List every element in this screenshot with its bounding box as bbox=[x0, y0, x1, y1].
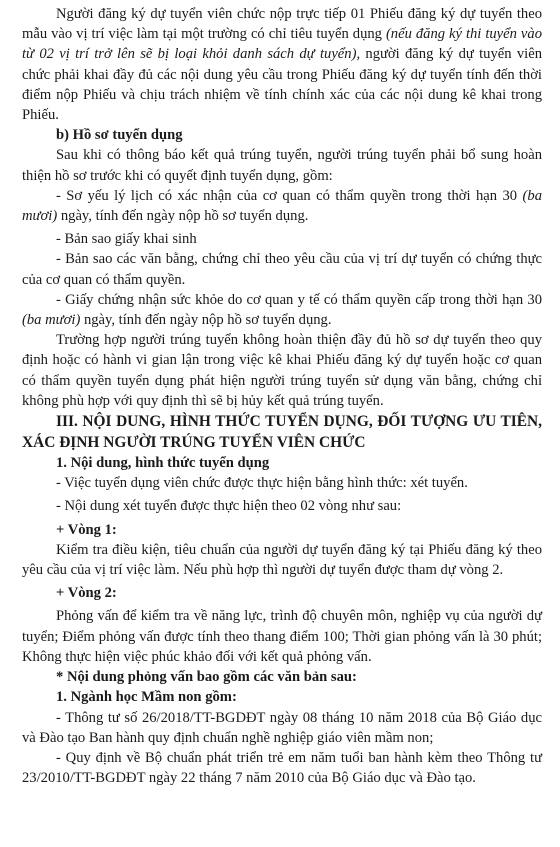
intro-italic-note: (nếu đăng ký thi tuyển vào từ 02 vị trí trở lên sẽ bị loại khỏi danh sách dự tuyển) bbox=[22, 26, 542, 63]
section-b-item-1 bbox=[22, 186, 542, 226]
section-iii-line-2: - Nội dung xét tuyển được thực hiện theo 02 vòng như sau: bbox=[56, 498, 402, 515]
section-b-item-3: - Bản sao các văn bằng, chứng chỉ theo yêu cầu của vị trí dự tuyển có chứng thực của cơ quan có thẩm quyền. bbox=[22, 251, 542, 288]
item-1-text-b: ngày, tính đến ngày nộp hồ sơ tuyển dụng. bbox=[57, 208, 309, 225]
round-2-heading: + Vòng 2: bbox=[56, 585, 117, 602]
major-1-item-2: - Quy định về Bộ chuẩn phát triển trẻ em năm tuổi ban hành kèm theo Thông tư 23/2010/TT-BGDĐT ngày 22 tháng 7 năm 2010 của Bộ Giáo dục và Đào tạo. bbox=[22, 749, 542, 787]
section-b-closing: Trường hợp người trúng tuyển không hoàn thiện đầy đủ hồ sơ dự tuyển theo quy định hoặc có hành vi gian lận trong việc kê khai Phiếu đăng ký dự tuyển hoặc cơ quan có thẩm quyền tuyển dụng phát hiện người trúng tuyển sử dụng văn bằng, chứng chỉ không phù hợp với quy định thì sẽ bị hủy kết quả trúng tuyển. bbox=[22, 332, 542, 409]
item-4-italic: (ba mươi) bbox=[22, 312, 81, 329]
section-iii-heading: III. NỘI DUNG, HÌNH THỨC TUYỂN DỤNG, ĐỐI TƯỢNG ƯU TIÊN, XÁC ĐỊNH NGƯỜI TRÚNG TUYỂN VIÊN CHỨC bbox=[22, 413, 542, 452]
major-1-item-1: - Thông tư số 26/2018/TT-BGDĐT ngày 08 tháng 10 năm 2018 của Bộ Giáo dục và Đào tạo Ban hành quy định chuẩn nghề nghiệp giáo viên mầm non; bbox=[22, 709, 542, 746]
round-1-text: Kiểm tra điều kiện, tiêu chuẩn của người dự tuyển đăng ký tại Phiếu đăng ký theo yêu cầu của vị trí việc làm. Nếu phù hợp thì người dự tuyển được tham dự vòng 2. bbox=[22, 541, 542, 579]
major-1-heading: 1. Ngành học Mầm non gồm: bbox=[56, 689, 237, 706]
item-4-text-a: - Giấy chứng nhận sức khỏe do cơ quan y tế có thẩm quyền cấp trong thời hạn 30 bbox=[56, 291, 542, 308]
section-b-item-2: - Bản sao giấy khai sinh bbox=[56, 231, 197, 248]
section-b-item-4 bbox=[22, 290, 542, 330]
item-4-text-b: ngày, tính đến ngày nộp hồ sơ tuyển dụng. bbox=[80, 312, 332, 329]
item-1-italic: (ba mươi) bbox=[22, 187, 542, 225]
intro-text-2: , người đăng ký dự tuyển viên chức phải khai đầy đủ các nội dung yêu cầu trong Phiếu đăng ký dự tuyển tính đến thời điểm nộp Phiếu và chịu trách nhiệm về tính chính xác của các nội dung kê khai trong Phiếu. bbox=[22, 46, 542, 124]
item-1-text-a: - Sơ yếu lý lịch có xác nhận của cơ quan có thẩm quyền trong thời hạn 30 bbox=[56, 187, 523, 204]
intro-text-1: Người đăng ký dự tuyển viên chức nộp trực tiếp 01 Phiếu đăng ký dự tuyển theo mẫu vào vị trí việc làm tại một trường có chỉ tiêu tuyển dụng bbox=[22, 6, 542, 43]
section-iii-sub-1: 1. Nội dung, hình thức tuyển dụng bbox=[56, 455, 270, 472]
section-b-intro: Sau khi có thông báo kết quả trúng tuyển, người trúng tuyển phải bổ sung hoàn thiện hồ sơ trước khi có quyết định tuyển dụng, gồm: bbox=[22, 147, 542, 184]
round-2-text: Phỏng vấn để kiểm tra về năng lực, trình độ chuyên môn, nghiệp vụ của người dự tuyển; Điểm phỏng vấn được tính theo thang điểm 100; Thời gian phỏng vấn là 30 phút; Không thực hiện việc phúc khảo đối với kết quả phỏng vấn. bbox=[22, 608, 542, 665]
intro-paragraph bbox=[22, 4, 542, 125]
section-b-heading: b) Hồ sơ tuyển dụng bbox=[56, 127, 183, 144]
round-1-heading: + Vòng 1: bbox=[56, 521, 117, 538]
interview-content-heading: * Nội dung phỏng vấn bao gồm các văn bản sau: bbox=[56, 669, 357, 686]
section-iii-line-1: - Việc tuyển dụng viên chức được thực hiện bằng hình thức: xét tuyển. bbox=[56, 475, 468, 492]
